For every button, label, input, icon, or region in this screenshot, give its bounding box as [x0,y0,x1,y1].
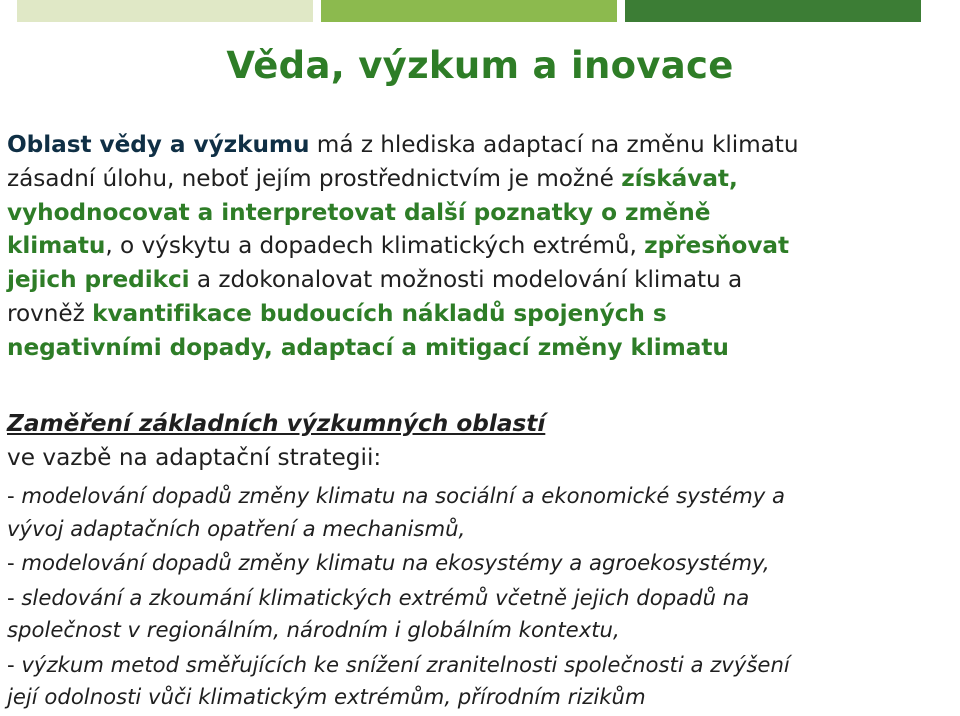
paragraph-line [7,229,957,263]
list-item [7,480,957,545]
highlight-text: získávat, [621,164,738,192]
section-subtitle: ve vazbě na adaptační strategii: [7,444,382,471]
highlight-text: zpřesňovat [644,232,790,260]
list-item-line [7,547,957,580]
list-item [7,582,957,647]
header-bar-medium [321,0,617,22]
dash-bullet: - [7,550,22,575]
intro-paragraph [7,128,957,365]
paragraph-line [7,331,957,365]
list-item-line [7,582,957,615]
paragraph-text: rovněž [7,299,93,327]
header-decoration [0,0,960,22]
section-heading: Zaměření základních výzkumných oblastí [7,410,546,437]
highlight-text: vyhodnocovat a interpretovat další poznatky o změně [7,198,711,226]
research-areas-list [7,480,957,716]
paragraph-text: má z hlediska adaptací na změnu klimatu [309,131,799,158]
list-item-text: modelování dopadů změny klimatu na ekosystémy a agroekosystémy, [21,550,770,575]
highlight-text: jejich predikci [7,266,190,294]
dash-bullet: - [7,651,22,677]
list-item [7,547,957,580]
paragraph-text: zásadní úlohu, neboť jejím prostřednictvím je možné [7,164,622,192]
list-item [7,649,957,714]
dash-bullet: - [7,483,22,508]
highlight-text: negativními dopady, adaptací a mitigací změny klimatu [7,333,729,361]
highlight-text: kvantifikace budoucích nákladů spojených s [92,299,667,327]
bold-term: Oblast vědy a výzkumu [7,131,310,158]
paragraph-line [7,162,957,196]
list-item-line [7,649,957,682]
paragraph-line [7,128,957,162]
paragraph-text: a zdokonalovat možnosti modelování klimatu a [189,266,743,294]
slide-title: Věda, výzkum a inovace [226,44,734,87]
header-bar-dark [625,0,921,22]
highlight-text: klimatu [7,232,106,260]
list-item-line [7,480,957,513]
paragraph-text: , o výskytu a dopadech klimatických extrémů, [105,232,645,260]
paragraph-line [7,297,957,331]
list-item-line: její odolnosti vůči klimatickým extrémům, přírodním rizikům [7,684,646,709]
dash-bullet: - [7,584,22,610]
list-item-line: společnost v regionálním, národním i globálním kontextu, [7,617,620,642]
paragraph-line [7,196,957,230]
paragraph-line [7,263,957,297]
list-item-text: sledování a zkoumání klimatických extrémů včetně jejich dopadů na [21,584,750,610]
list-item-line: vývoj adaptačních opatření a mechanismů, [7,515,466,541]
focus-section [7,407,957,475]
list-item-text: výzkum metod směřujících ke snížení zranitelnosti společnosti a zvýšení [21,651,790,677]
list-item-text: modelování dopadů změny klimatu na sociální a ekonomické systémy a [21,483,786,508]
header-bar-light [17,0,313,22]
